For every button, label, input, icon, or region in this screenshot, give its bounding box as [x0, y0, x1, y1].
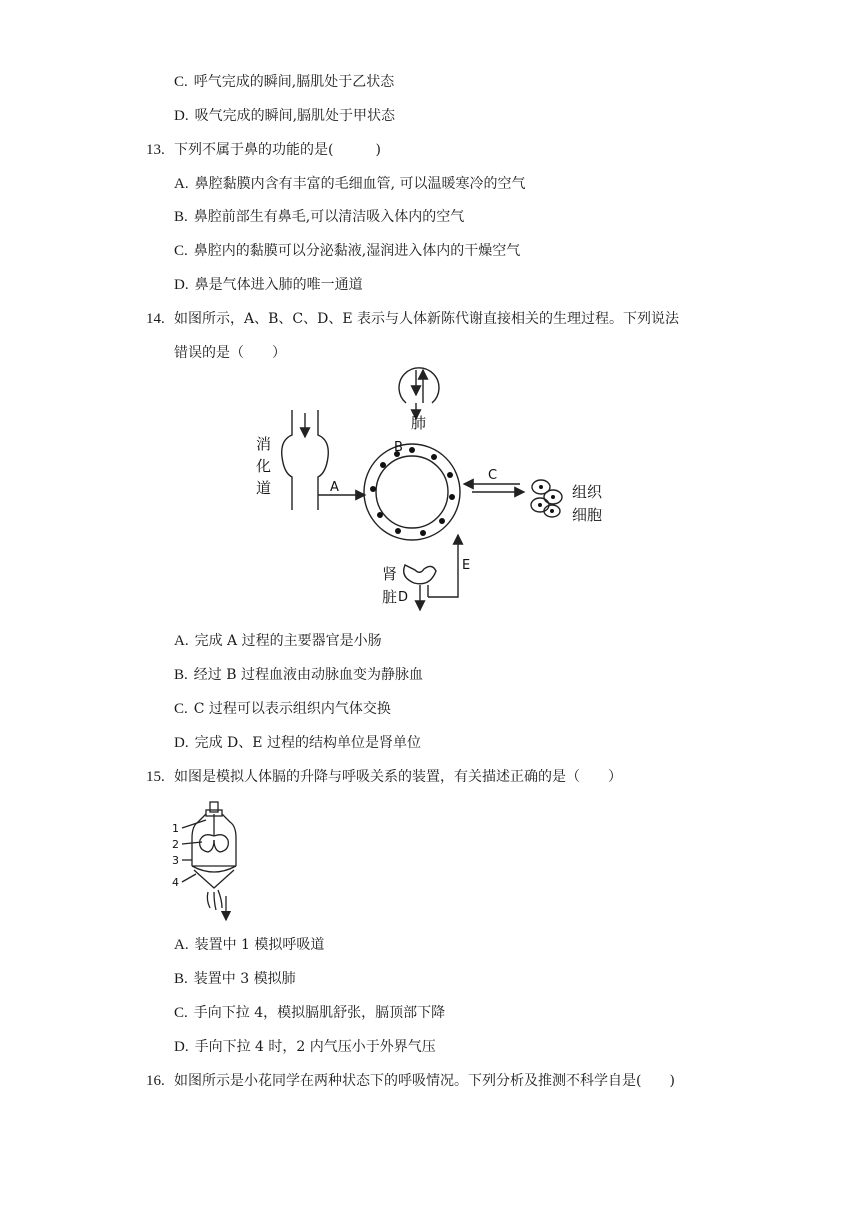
cell-nucleus: [539, 485, 543, 489]
question-text: 错误的是（ ）: [174, 345, 286, 361]
option-letter: D.: [174, 735, 189, 751]
q13-stem: [146, 140, 381, 160]
option-letter: C.: [174, 701, 188, 717]
q14-option-c: [174, 699, 391, 719]
q13-option-a: [174, 174, 526, 194]
option-text: 装置中 3 模拟肺: [193, 971, 296, 987]
option-text: 鼻腔前部生有鼻毛,可以清洁吸入体内的空气: [193, 209, 465, 225]
option-letter: D.: [174, 277, 189, 293]
option-letter: B.: [174, 667, 188, 683]
q14-circulation-diagram: [250, 365, 620, 615]
q13-option-d: [174, 275, 363, 295]
cell-nucleus: [550, 509, 554, 513]
question-number: 13.: [146, 142, 165, 158]
label-digestive-2: 化: [256, 457, 272, 475]
label-lung: 肺: [411, 414, 427, 432]
option-text: 完成 D、E 过程的结构单位是肾单位: [194, 735, 421, 751]
question-text: 下列不属于鼻的功能的是( ): [174, 142, 381, 158]
option-text: 手向下拉 4，模拟膈肌舒张，膈顶部下降: [193, 1005, 446, 1021]
cell-nucleus: [538, 503, 542, 507]
label-kidney-1: 肾: [382, 565, 398, 583]
q14-option-b: [174, 665, 423, 685]
option-letter: B.: [174, 971, 188, 987]
q15-stem: [146, 767, 622, 787]
option-letter: A.: [174, 633, 189, 649]
model-label-3: 3: [172, 854, 179, 867]
blood-cell-dot: [431, 454, 437, 460]
label-tissue-2: 细胞: [572, 506, 603, 524]
q15-option-a: [174, 935, 324, 955]
label-kidney-2: 脏: [382, 588, 398, 606]
model-label-2: 2: [172, 838, 179, 851]
q16-stem: [146, 1071, 675, 1091]
option-letter: C.: [174, 243, 188, 259]
blood-cell-dot: [447, 472, 453, 478]
blood-cell-dot: [409, 447, 415, 453]
q14-option-a: [174, 631, 382, 651]
option-letter: C.: [174, 74, 188, 90]
q15-diaphragm-model-diagram: [170, 800, 260, 925]
option-text: C 过程可以表示组织内气体交换: [193, 701, 391, 717]
q14-stem: [146, 309, 679, 329]
cell-nucleus: [551, 495, 555, 499]
label-d: D: [398, 590, 409, 605]
option-text: 经过 B 过程血液由动脉血变为静脉血: [193, 667, 423, 683]
q14-option-d: [174, 733, 421, 753]
option-text: 鼻腔黏膜内含有丰富的毛细血管, 可以温暖寒冷的空气: [194, 176, 526, 192]
model-label-4: 4: [172, 876, 179, 889]
question-number: 14.: [146, 311, 165, 327]
option-text: 手向下拉 4 时，2 内气压小于外界气压: [194, 1039, 436, 1055]
model-label-1: 1: [172, 822, 179, 835]
option-letter: D.: [174, 108, 189, 124]
label-e: E: [462, 558, 471, 573]
blood-cell-dot: [380, 462, 386, 468]
blood-cell-dot: [439, 518, 445, 524]
blood-cell-dot: [420, 530, 426, 536]
question-text: 如图所示是小花同学在两种状态下的呼吸情况。下列分析及推测不科学自是( ): [174, 1073, 675, 1089]
question-number: 15.: [146, 769, 165, 785]
question-text: 如图是模拟人体膈的升降与呼吸关系的装置，有关描述正确的是（ ）: [174, 769, 622, 785]
option-text: 吸气完成的瞬间,膈肌处于甲状态: [194, 108, 396, 124]
q14-stem-continued: [174, 343, 286, 363]
option-letter: B.: [174, 209, 188, 225]
option-text: 完成 A 过程的主要器官是小肠: [194, 633, 382, 649]
label-digestive-3: 道: [256, 479, 272, 497]
q13-option-c: [174, 241, 520, 261]
option-letter: A.: [174, 937, 189, 953]
option-text: 鼻腔内的黏膜可以分泌黏液,湿润进入体内的干燥空气: [193, 243, 521, 259]
option-letter: C.: [174, 1005, 188, 1021]
label-tissue-1: 组织: [572, 483, 603, 501]
label-c: C: [488, 468, 498, 483]
q12-option-c: [174, 72, 394, 92]
question-text: 如图所示，A、B、C、D、E 表示与人体新陈代谢直接相关的生理过程。下列说法: [174, 311, 680, 327]
option-text: 装置中 1 模拟呼吸道: [194, 937, 325, 953]
label-a: A: [330, 480, 339, 495]
blood-cell-dot: [395, 528, 401, 534]
q15-option-d: [174, 1037, 436, 1057]
label-digestive-1: 消: [256, 435, 272, 453]
q13-option-b: [174, 207, 464, 227]
option-text: 鼻是气体进入肺的唯一通道: [194, 277, 363, 293]
label-b: B: [394, 440, 403, 455]
blood-cell-dot: [449, 494, 455, 500]
q12-option-d: [174, 106, 395, 126]
question-number: 16.: [146, 1073, 165, 1089]
q15-option-b: [174, 969, 296, 989]
option-letter: D.: [174, 1039, 189, 1055]
blood-cell-dot: [377, 512, 383, 518]
option-letter: A.: [174, 176, 189, 192]
option-text: 呼气完成的瞬间,膈肌处于乙状态: [193, 74, 395, 90]
q15-option-c: [174, 1003, 445, 1023]
blood-cell-dot: [370, 486, 376, 492]
